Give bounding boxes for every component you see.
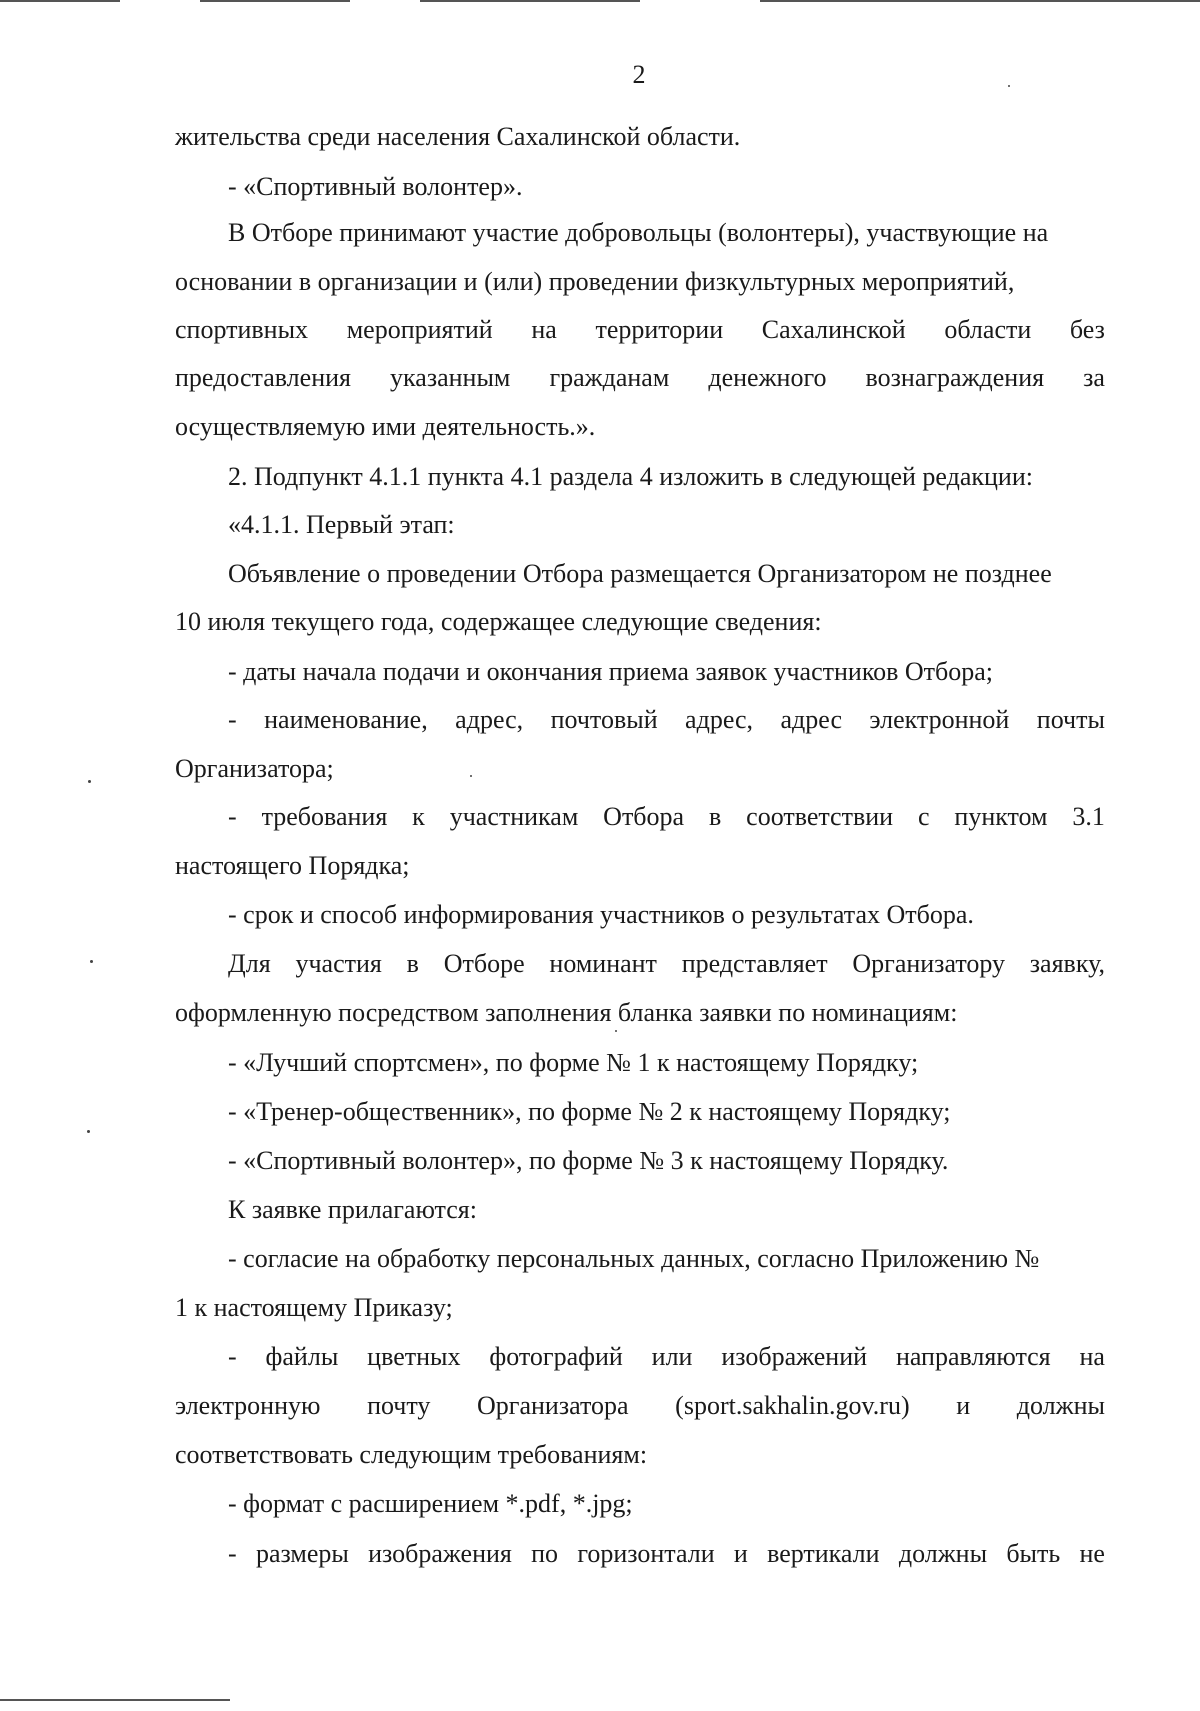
text-word: денежного <box>708 363 827 392</box>
scan-speck <box>88 780 91 783</box>
text-word: электронной <box>869 705 1010 734</box>
text-word: представляет <box>681 949 828 978</box>
text-word: электронную <box>175 1391 321 1420</box>
text-word: адрес, <box>685 705 754 734</box>
text-word: по <box>531 1539 559 1568</box>
text-line: «4.1.1. Первый этап: <box>228 510 455 539</box>
text-word: в <box>406 949 419 978</box>
text-word: почты <box>1036 705 1105 734</box>
text-word: - <box>228 802 237 831</box>
text-line: Организатора; <box>175 754 334 783</box>
text-word: гражданам <box>549 363 670 392</box>
text-word: - <box>228 1342 237 1371</box>
scan-speck <box>90 960 93 963</box>
text-line: - срок и способ информирования участников о результатах Отбора. <box>228 900 974 929</box>
text-word: цветных <box>367 1342 461 1371</box>
text-line <box>228 947 1105 981</box>
text-word: в <box>708 802 722 831</box>
text-word: спортивных <box>175 315 309 344</box>
text-word: требования <box>261 802 388 831</box>
text-line <box>228 703 1105 737</box>
text-word: заявку, <box>1029 949 1105 978</box>
text-line: К заявке прилагаются: <box>228 1195 477 1224</box>
text-line <box>175 1389 1105 1423</box>
text-word: изображения <box>368 1539 512 1568</box>
text-word: за <box>1083 363 1105 392</box>
text-word: почту <box>367 1391 431 1420</box>
text-word: Отборе <box>443 949 525 978</box>
text-line: - согласие на обработку персональных данных, согласно Приложению № <box>228 1244 1040 1273</box>
text-word: Организатора <box>477 1391 629 1420</box>
text-line: 10 июля текущего года, содержащее следующие сведения: <box>175 607 822 636</box>
page-number: 2 <box>632 60 646 89</box>
text-line: - формат с расширением *.pdf, *.jpg; <box>228 1489 633 1518</box>
text-line <box>228 1537 1105 1571</box>
text-word: территории <box>595 315 724 344</box>
text-word: вознаграждения <box>865 363 1045 392</box>
text-word: - <box>228 705 237 734</box>
text-line: - «Тренер-общественник», по форме № 2 к настоящему Порядку; <box>228 1097 951 1126</box>
text-line <box>228 800 1105 834</box>
text-word: или <box>651 1342 693 1371</box>
text-line: - даты начала подачи и окончания приема заявок участников Отбора; <box>228 657 994 686</box>
text-word: указанным <box>390 363 511 392</box>
text-word: файлы <box>265 1342 339 1371</box>
text-line <box>175 313 1105 347</box>
text-word: 3.1 <box>1072 802 1105 831</box>
scan-bottom-edge <box>0 1699 230 1701</box>
text-word: вертикали <box>767 1539 880 1568</box>
text-word: области <box>944 315 1032 344</box>
scan-speck <box>87 1130 90 1133</box>
text-word: должны <box>898 1539 988 1568</box>
text-word: с <box>917 802 930 831</box>
text-word: на <box>531 315 557 344</box>
text-word: участия <box>295 949 382 978</box>
text-word: на <box>1079 1342 1105 1371</box>
text-line <box>228 1340 1105 1374</box>
text-word: Отбора <box>603 802 685 831</box>
text-word: Сахалинской <box>761 315 906 344</box>
text-word: адрес, <box>455 705 524 734</box>
text-line: соответствовать следующим требованиям: <box>175 1440 648 1469</box>
text-line <box>175 361 1105 395</box>
text-word: и <box>956 1391 971 1420</box>
text-line: В Отборе принимают участие добровольцы (волонтеры), участвующие на <box>228 218 1049 247</box>
text-word: размеры <box>255 1539 349 1568</box>
text-line: настоящего Порядка; <box>175 851 410 880</box>
text-line: жительства среди населения Сахалинской области. <box>175 122 741 151</box>
text-word: - <box>228 1539 237 1568</box>
text-word: к <box>412 802 425 831</box>
text-word: и <box>733 1539 748 1568</box>
text-word: изображений <box>721 1342 868 1371</box>
text-word: фотографий <box>489 1342 623 1371</box>
text-word: пунктом <box>954 802 1048 831</box>
text-word: должны <box>1016 1391 1105 1420</box>
text-word: Для <box>228 949 271 978</box>
text-word: Организатору <box>852 949 1005 978</box>
text-word: (sport.sakhalin.gov.ru) <box>675 1391 910 1420</box>
text-line: 1 к настоящему Приказу; <box>175 1293 453 1322</box>
text-line: - «Спортивный волонтер». <box>228 172 523 201</box>
scan-speck <box>470 775 472 777</box>
text-word: адрес <box>780 705 842 734</box>
text-word: мероприятий <box>346 315 493 344</box>
text-line: Объявление о проведении Отбора размещается Организатором не позднее <box>228 559 1052 588</box>
text-line: основании в организации и (или) проведении физкультурных мероприятий, <box>175 267 1015 296</box>
text-line: - «Лучший спортсмен», по форме № 1 к настоящему Порядку; <box>228 1048 919 1077</box>
text-word: почтовый <box>550 705 658 734</box>
text-word: без <box>1069 315 1105 344</box>
text-word: соответствии <box>746 802 894 831</box>
text-word: не <box>1079 1539 1105 1568</box>
text-line: - «Спортивный волонтер», по форме № 3 к настоящему Порядку. <box>228 1146 949 1175</box>
scan-speck <box>1008 85 1010 87</box>
text-word: наименование, <box>264 705 428 734</box>
text-word: направляются <box>895 1342 1051 1371</box>
text-line: оформленную посредством заполнения бланка заявки по номинациям: <box>175 998 958 1027</box>
text-word: участникам <box>449 802 579 831</box>
scan-speck <box>615 1030 617 1032</box>
text-line: осуществляемую ими деятельность.». <box>175 412 596 441</box>
text-line: 2. Подпункт 4.1.1 пункта 4.1 раздела 4 изложить в следующей редакции: <box>228 462 1033 491</box>
text-word: предоставления <box>175 363 351 392</box>
text-word: быть <box>1006 1539 1061 1568</box>
scan-top-edge <box>0 0 1200 2</box>
text-word: номинант <box>549 949 657 978</box>
text-word: горизонтали <box>577 1539 715 1568</box>
